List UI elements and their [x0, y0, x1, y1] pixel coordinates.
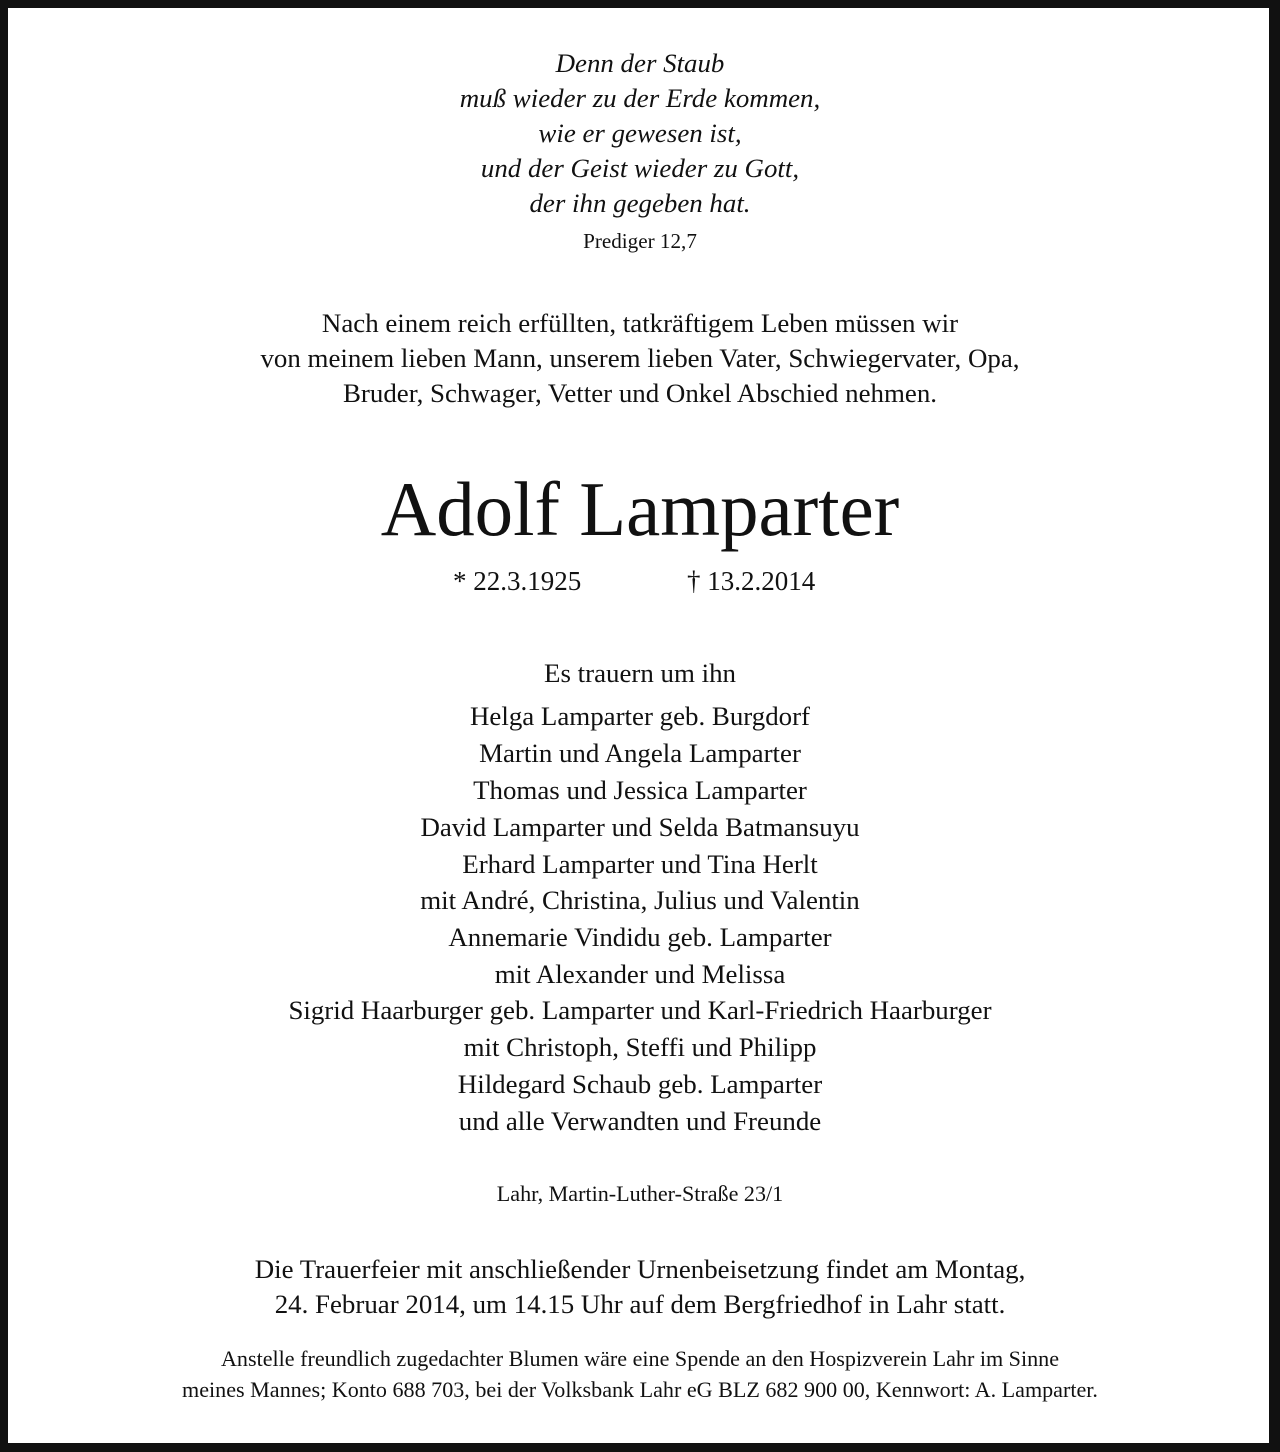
- ceremony-line: Die Trauerfeier mit anschließender Urnenbeisetzung findet am Montag,: [254, 1254, 1026, 1284]
- mourner-line: Martin und Angela Lamparter: [479, 738, 801, 768]
- mourner-line: mit Alexander und Melissa: [494, 959, 786, 989]
- donation-line: Anstelle freundlich zugedachter Blumen wäre eine Spende an den Hospizverein Lahr im Sinne: [220, 1346, 1060, 1371]
- deceased-name: Adolf Lamparter: [380, 467, 900, 552]
- intro-line: von meinem lieben Mann, unserem lieben Vater, Schwiegervater, Opa,: [260, 343, 1020, 373]
- death-date: † 13.2.2014: [687, 566, 816, 596]
- verse-line: der ihn gegeben hat.: [529, 188, 751, 218]
- ceremony-line: 24. Februar 2014, um 14.15 Uhr auf dem Bergfriedhof in Lahr statt.: [274, 1289, 1006, 1319]
- mourner-line: Thomas und Jessica Lamparter: [473, 775, 807, 805]
- donation-line: meines Mannes; Konto 688 703, bei der Volksbank Lahr eG BLZ 682 900 00, Kennwort: A. Lamparter.: [182, 1377, 1098, 1402]
- mourner-line: mit Christoph, Steffi und Philipp: [463, 1032, 817, 1062]
- mourner-line: und alle Verwandten und Freunde: [458, 1106, 822, 1136]
- verse-line: muß wieder zu der Erde kommen,: [459, 83, 821, 113]
- mourner-line: Helga Lamparter geb. Burgdorf: [470, 701, 810, 731]
- verse-line: wie er gewesen ist,: [538, 118, 742, 148]
- verse-line: Denn der Staub: [555, 48, 725, 78]
- mourner-line: David Lamparter und Selda Batmansuyu: [420, 812, 860, 842]
- mourner-line: Annemarie Vindidu geb. Lamparter: [448, 922, 832, 952]
- mourners-heading: Es trauern um ihn: [544, 658, 736, 688]
- verse-reference: Prediger 12,7: [583, 229, 697, 253]
- mourner-line: Erhard Lamparter und Tina Herlt: [462, 849, 818, 879]
- life-dates: [0, 568, 1280, 598]
- address: Lahr, Martin-Luther-Straße 23/1: [496, 1181, 784, 1206]
- birth-date: * 22.3.1925: [453, 566, 582, 596]
- intro-line: Bruder, Schwager, Vetter und Onkel Abschied nehmen.: [342, 378, 938, 408]
- mourner-line: Hildegard Schaub geb. Lamparter: [457, 1069, 823, 1099]
- verse-line: und der Geist wieder zu Gott,: [480, 153, 800, 183]
- mourner-line: mit André, Christina, Julius und Valentin: [420, 885, 860, 915]
- mourner-line: Sigrid Haarburger geb. Lamparter und Karl-Friedrich Haarburger: [288, 995, 992, 1025]
- intro-line: Nach einem reich erfüllten, tatkräftigem Leben müssen wir: [321, 308, 959, 338]
